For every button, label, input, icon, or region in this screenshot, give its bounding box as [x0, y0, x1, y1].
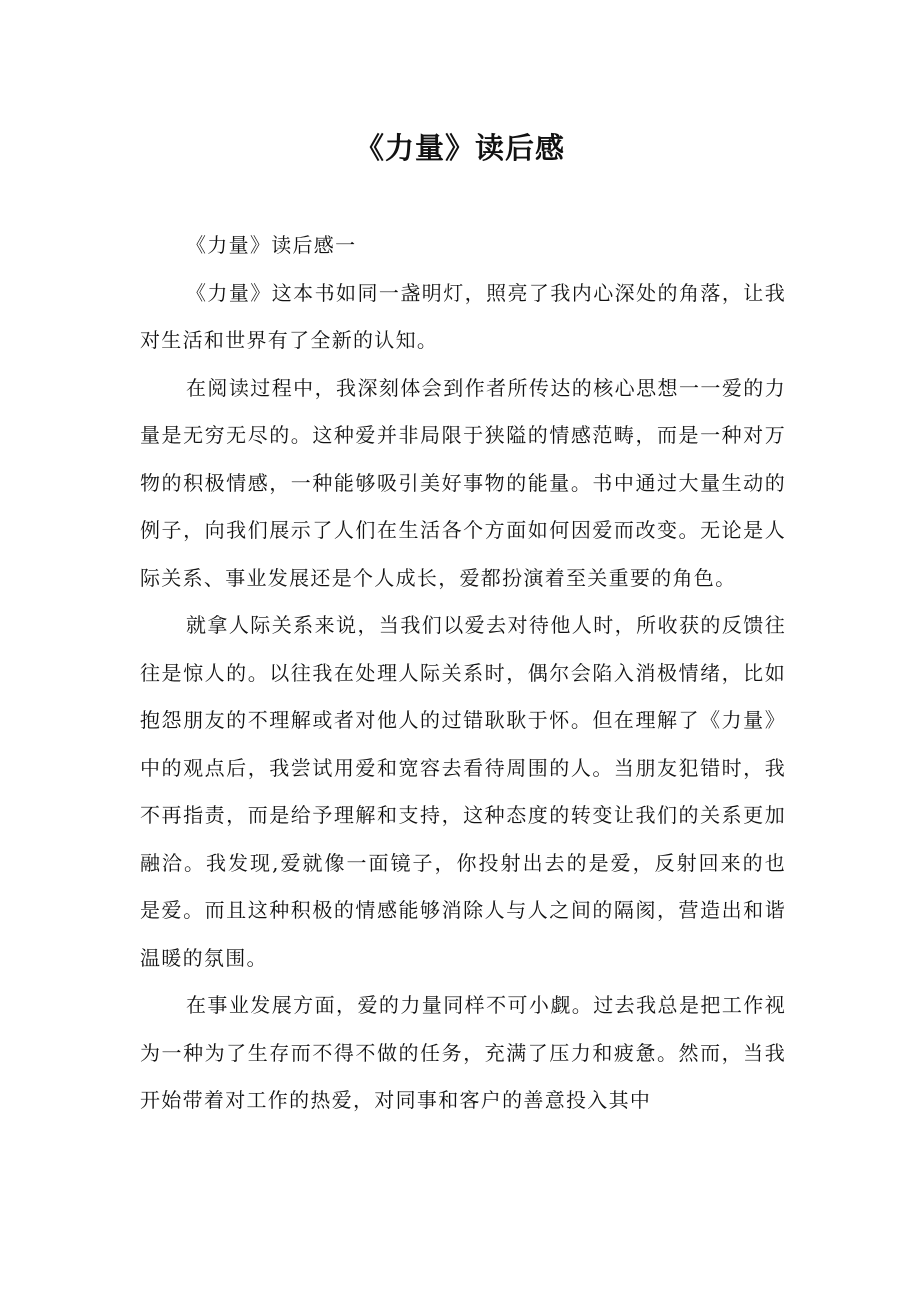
document-title: 《力量》读后感: [354, 131, 565, 165]
section-heading: 《力量》读后感一: [186, 233, 357, 257]
paragraph-4: 在事业发展方面，爱的力量同样不可小觑。过去我总是把工作视为一种为了生存而不得不做的任务，充满了压力和疲惫。然而，当我开始带着对工作的热爱，对同事和客户的善意投入其中: [140, 993, 786, 1112]
document-body: [140, 222, 786, 1125]
paragraph-2: 在阅读过程中，我深刻体会到作者所传达的核心思想一一爱的力量是无穷无尽的。这种爱并非局限于狭隘的情感范畴，而是一种对万物的积极情感，一种能够吸引美好事物的能量。书中通过大量生动的例子，向我们展示了人们在生活各个方面如何因爱而改变。无论是人际关系、事业发展还是个人成长，爱都扮演着至关重要的角色。: [140, 375, 786, 590]
paragraph-1: 《力量》这本书如同一盏明灯，照亮了我内心深处的角落，让我对生活和世界有了全新的认知。: [140, 280, 786, 352]
paragraph-3: 就拿人际关系来说，当我们以爱去对待他人时，所收获的反馈往往是惊人的。以往我在处理人际关系时，偶尔会陷入消极情绪，比如抱怨朋友的不理解或者对他人的过错耿耿于怀。但在理解了《力量》中的观点后，我尝试用爱和宽容去看待周围的人。当朋友犯错时，我不再指责，而是给予理解和支持，这种态度的转变让我们的关系更加融洽。我发现,爱就像一面镜子，你投射出去的是爱，反射回来的也是爱。而且这种积极的情感能够消除人与人之间的隔阂，营造出和谐温暖的氛围。: [140, 613, 786, 970]
